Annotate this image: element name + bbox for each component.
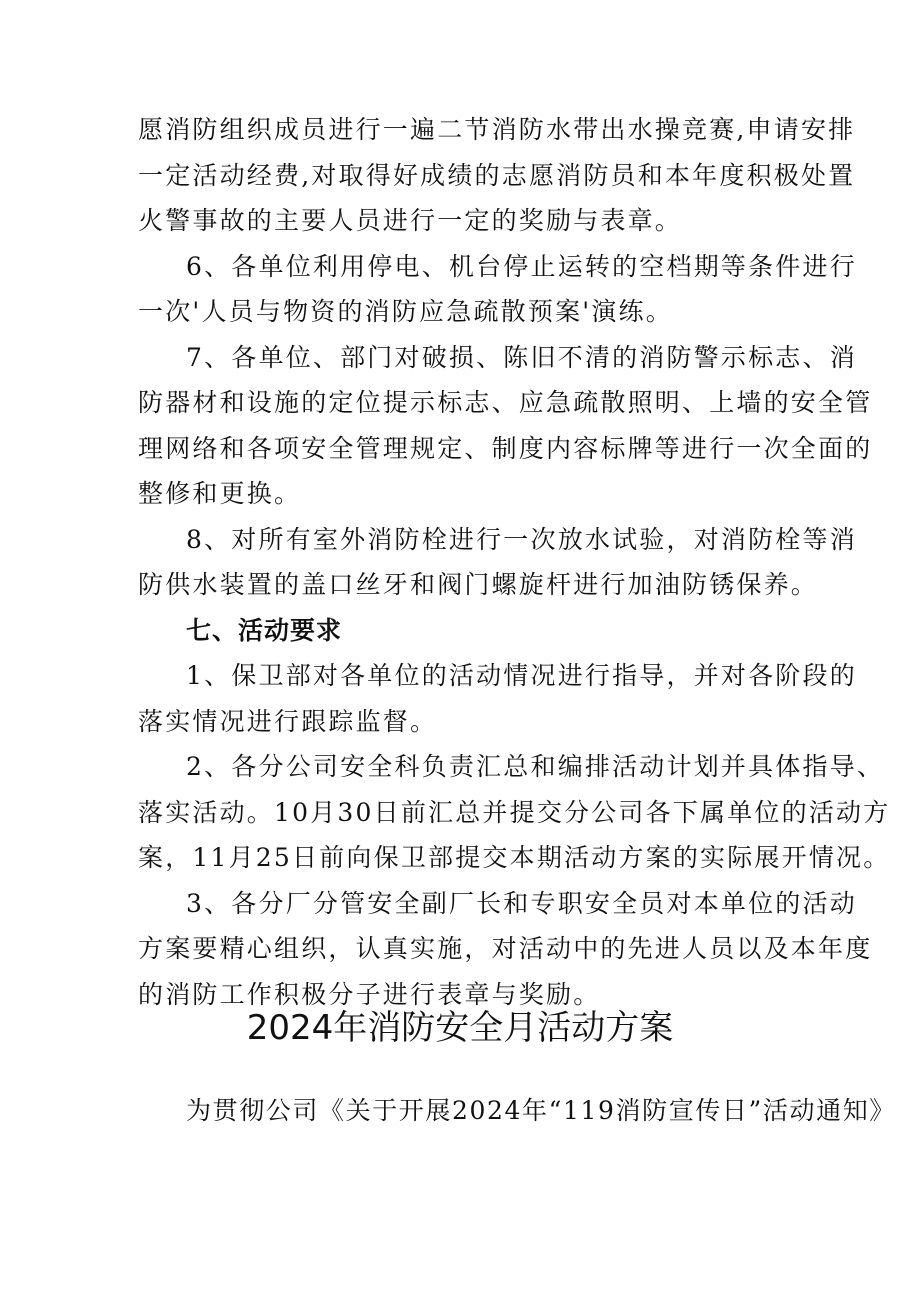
paragraph-line: 整修和更换。	[138, 479, 302, 508]
paragraph-line: 1、保卫部对各单位的活动情况进行指导，并对各阶段的	[186, 661, 857, 690]
paragraph-line: 落实活动。10月30日前汇总并提交分公司各下属单位的活动方	[138, 798, 891, 827]
paragraph-line: 的消防工作积极分子进行表章与奖励。	[138, 980, 601, 1009]
paragraph-line: 理网络和各项安全管理规定、制度内容标牌等进行一次全面的	[138, 434, 873, 463]
paragraph-line: 2、各分公司安全科负责汇总和编排活动计划并具体指导、	[186, 752, 885, 781]
paragraph-line: 案，11月25日前向保卫部提交本期活动方案的实际展开情况。	[138, 843, 891, 872]
paragraph-line: 6、各单位利用停电、机台停止运转的空档期等条件进行	[186, 252, 857, 281]
section-heading: 七、活动要求	[186, 616, 343, 645]
document-title: 2024年消防安全月活动方案	[246, 1008, 674, 1048]
paragraph-line: 落实情况进行跟踪监督。	[138, 707, 438, 736]
paragraph-line: 3、各分厂分管安全副厂长和专职安全员对本单位的活动	[186, 889, 857, 918]
paragraph-line: 防供水装置的盖口丝牙和阀门螺旋杆进行加油防锈保养。	[138, 570, 819, 599]
paragraph-line: 8、对所有室外消防栓进行一次放水试验，对消防栓等消	[186, 525, 857, 554]
paragraph-line: 方案要精心组织，认真实施，对活动中的先进人员以及本年度	[138, 934, 873, 963]
paragraph-line: 愿消防组织成员进行一遍二节消防水带出水操竞赛,申请安排	[138, 115, 856, 144]
paragraph-line: 防器材和设施的定位提示标志、应急疏散照明、上墙的安全管	[138, 388, 873, 417]
paragraph-line: 7、各单位、部门对破损、陈旧不清的消防警示标志、消	[186, 343, 857, 372]
intro-line: 为贯彻公司《关于开展2024年“119消防宣传日”活动通知》	[186, 1096, 896, 1125]
paragraph-line: 一次'人员与物资的消防应急疏散预案'演练。	[138, 297, 673, 326]
paragraph-line: 火警事故的主要人员进行一定的奖励与表章。	[138, 206, 683, 235]
paragraph-line: 一定活动经费,对取得好成绩的志愿消防员和本年度积极处置	[138, 161, 856, 190]
